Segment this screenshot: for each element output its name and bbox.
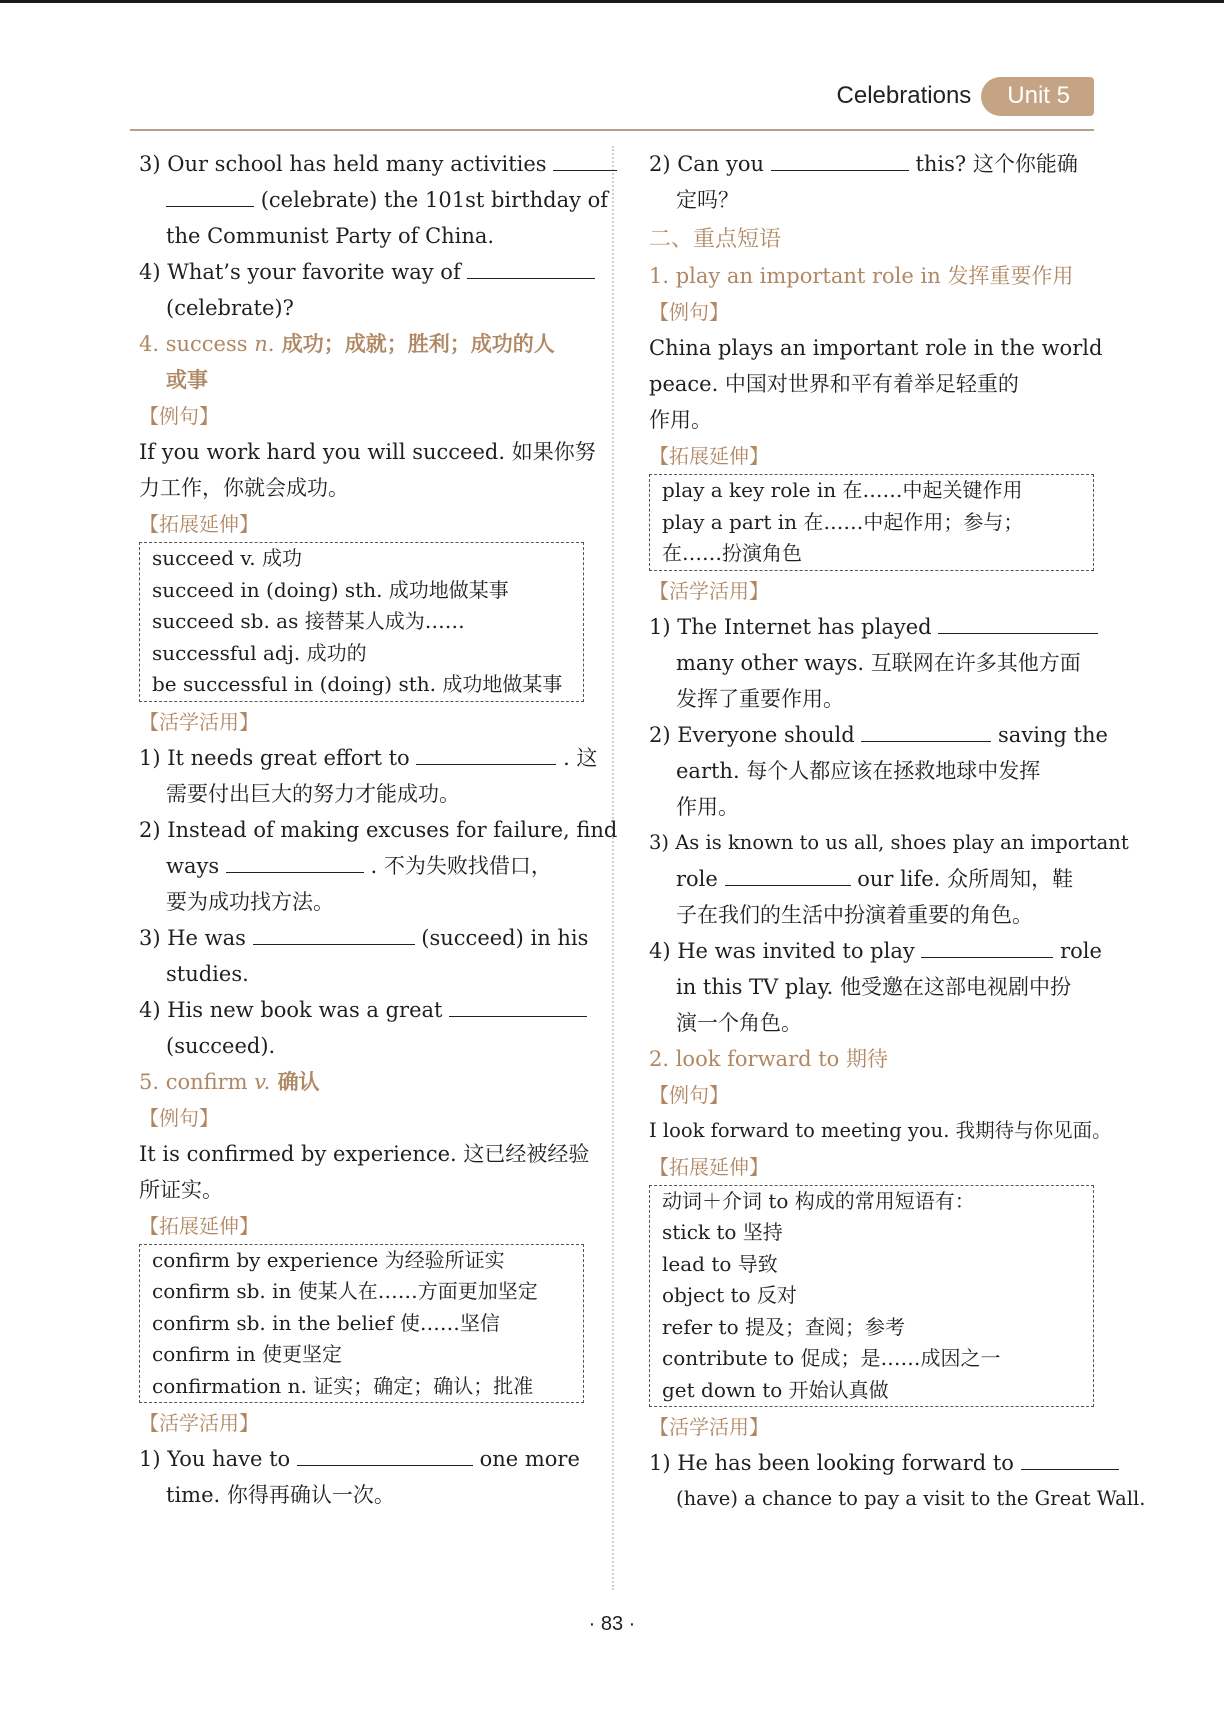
section-heading: 二、重点短语 xyxy=(649,227,782,252)
extension-item: confirm sb. in 使某人在……方面更加坚定 xyxy=(152,1279,538,1303)
page-number: · 83 · xyxy=(588,1613,636,1635)
tag-example: 【例句】 xyxy=(139,404,219,428)
exercise-line: role our life. 众所周知，鞋 xyxy=(649,861,1094,897)
extension-item: 在……扮演角色 xyxy=(662,541,802,565)
exercise-line: time. 你得再确认一次。 xyxy=(166,1483,395,1507)
exercise-line: (celebrate)? xyxy=(166,296,294,320)
exercise-line: earth. 每个人都应该在拯救地球中发挥 xyxy=(676,758,1041,783)
exercise-line: the Communist Party of China. xyxy=(166,224,495,248)
example-sentence: I look forward to meeting you. 我期待与你见面。 xyxy=(649,1118,1112,1142)
answer-blank[interactable] xyxy=(553,148,617,171)
exercise-line: 1) It needs great effort to . 这 xyxy=(139,740,584,776)
exercise-line: 子在我们的生活中扮演着重要的角色。 xyxy=(676,902,1033,927)
exercise-line: 定吗？ xyxy=(676,188,739,212)
exercise-line: ways . 不为失败找借口， xyxy=(139,848,584,884)
extension-item: succeed in (doing) sth. 成功地做某事 xyxy=(152,577,509,602)
exercise-line: many other ways. 互联网在许多其他方面 xyxy=(676,650,1081,675)
word-heading-success-cont: 或事 xyxy=(166,367,208,392)
right-column xyxy=(649,146,1146,1517)
unit-badge: Unit 5 xyxy=(981,77,1094,116)
extension-item: play a key role in 在……中起关键作用 xyxy=(662,478,1023,502)
extension-box xyxy=(139,1244,584,1404)
example-sentence: 力工作，你就会成功。 xyxy=(139,476,349,500)
exercise-line: 需要付出巨大的努力才能成功。 xyxy=(166,781,460,806)
answer-blank[interactable] xyxy=(226,850,364,873)
extension-item: contribute to 促成；是……成因之一 xyxy=(662,1346,1001,1370)
exercise-line: 3) He was (succeed) in his xyxy=(139,920,584,956)
example-sentence: 所证实。 xyxy=(139,1177,223,1202)
answer-blank[interactable] xyxy=(861,719,991,742)
extension-box xyxy=(139,542,584,702)
exercise-line: 2) Everyone should saving the xyxy=(649,717,1094,753)
tag-extension: 【拓展延伸】 xyxy=(649,1154,769,1179)
example-sentence: China plays an important role in the world xyxy=(649,336,1103,360)
answer-blank[interactable] xyxy=(253,922,415,945)
answer-blank[interactable] xyxy=(771,148,909,171)
extension-item: confirmation n. 证实；确定；确认；批准 xyxy=(152,1373,534,1398)
tag-practice: 【活学活用】 xyxy=(649,578,769,603)
header-title: Celebrations xyxy=(836,82,972,109)
exercise-line: 3) As is known to us all, shoes play an important xyxy=(649,830,1129,854)
extension-item: confirm sb. in the belief 使……坚信 xyxy=(152,1310,500,1335)
page-header xyxy=(837,76,1094,116)
exercise-line: 发挥了重要作用。 xyxy=(676,686,844,711)
word-heading-confirm: 5. confirm v. 确认 xyxy=(139,1068,320,1094)
tag-example: 【例句】 xyxy=(649,300,729,324)
exercise-line: (celebrate) the 101st birthday of xyxy=(139,182,584,218)
extension-item: successful adj. 成功的 xyxy=(152,640,367,665)
tag-extension: 【拓展延伸】 xyxy=(139,1213,259,1238)
example-sentence: It is confirmed by experience. 这已经被经验 xyxy=(139,1141,590,1166)
extension-box xyxy=(649,474,1094,571)
extension-item: succeed v. 成功 xyxy=(152,546,303,570)
example-sentence: peace. 中国对世界和平有着举足轻重的 xyxy=(649,372,1019,396)
exercise-line: 4) What’s your favorite way of xyxy=(139,254,584,290)
answer-blank[interactable] xyxy=(725,863,851,886)
exercise-line: 2) Can you this? 这个你能确 xyxy=(649,146,1094,182)
tag-example: 【例句】 xyxy=(139,1105,219,1130)
answer-blank[interactable] xyxy=(166,184,254,207)
exercise-line: (have) a chance to pay a visit to the Great Wall. xyxy=(676,1487,1146,1510)
extension-item: get down to 开始认真做 xyxy=(662,1377,889,1402)
extension-item: refer to 提及；查阅；参考 xyxy=(662,1314,905,1339)
extension-item: 动词＋介词 to 构成的常用短语有： xyxy=(662,1188,975,1213)
word-heading-success: 4. success n. 成功；成就；胜利；成功的人 xyxy=(139,331,555,356)
answer-blank[interactable] xyxy=(416,742,556,765)
answer-blank[interactable] xyxy=(938,611,1098,634)
exercise-line: in this TV play. 他受邀在这部电视剧中扮 xyxy=(676,974,1071,999)
phrase-heading-look-forward: 2. look forward to 期待 xyxy=(649,1046,888,1071)
tag-practice: 【活学活用】 xyxy=(649,1415,769,1439)
extension-item: object to 反对 xyxy=(662,1283,797,1307)
answer-blank[interactable] xyxy=(467,256,595,279)
exercise-line: studies. xyxy=(166,961,249,986)
tag-example: 【例句】 xyxy=(649,1082,729,1107)
top-border-line xyxy=(0,0,1224,3)
exercise-line: 1) You have to one more xyxy=(139,1441,584,1477)
column-divider xyxy=(612,146,614,1590)
exercise-line: 3) Our school has held many activities xyxy=(139,146,584,182)
extension-box xyxy=(649,1185,1094,1408)
exercise-line: 4) His new book was a great xyxy=(139,992,584,1028)
exercise-line: 要为成功找方法。 xyxy=(166,889,334,914)
answer-blank[interactable] xyxy=(921,935,1053,958)
extension-item: confirm by experience 为经验所证实 xyxy=(152,1247,505,1272)
example-sentence: If you work hard you will succeed. 如果你努 xyxy=(139,440,596,464)
exercise-line: 1) The Internet has played xyxy=(649,609,1094,645)
example-sentence: 作用。 xyxy=(649,408,712,432)
answer-blank[interactable] xyxy=(449,994,587,1017)
extension-item: be successful in (doing) sth. 成功地做某事 xyxy=(152,672,563,696)
answer-blank[interactable] xyxy=(297,1443,473,1466)
extension-item: succeed sb. as 接替某人成为…… xyxy=(152,609,465,633)
extension-item: lead to 导致 xyxy=(662,1251,778,1276)
exercise-line: 2) Instead of making excuses for failure, find xyxy=(139,817,618,842)
exercise-line: (succeed). xyxy=(166,1033,276,1058)
header-rule xyxy=(130,129,1094,131)
exercise-line: 演一个角色。 xyxy=(676,1010,802,1035)
tag-extension: 【拓展延伸】 xyxy=(139,512,259,536)
extension-item: confirm in 使更坚定 xyxy=(152,1342,342,1366)
phrase-heading-play-role: 1. play an important role in 发挥重要作用 xyxy=(649,264,1074,288)
exercise-line: 作用。 xyxy=(676,794,739,819)
left-column xyxy=(139,146,618,1513)
exercise-line: 4) He was invited to play role xyxy=(649,933,1094,969)
tag-extension: 【拓展延伸】 xyxy=(649,444,769,468)
extension-item: play a part in 在……中起作用；参与； xyxy=(662,509,1024,534)
extension-item: stick to 坚持 xyxy=(662,1220,783,1244)
exercise-line: 1) He has been looking forward to xyxy=(649,1445,1094,1481)
tag-practice: 【活学活用】 xyxy=(139,709,259,734)
tag-practice: 【活学活用】 xyxy=(139,1411,259,1435)
answer-blank[interactable] xyxy=(1021,1447,1119,1470)
